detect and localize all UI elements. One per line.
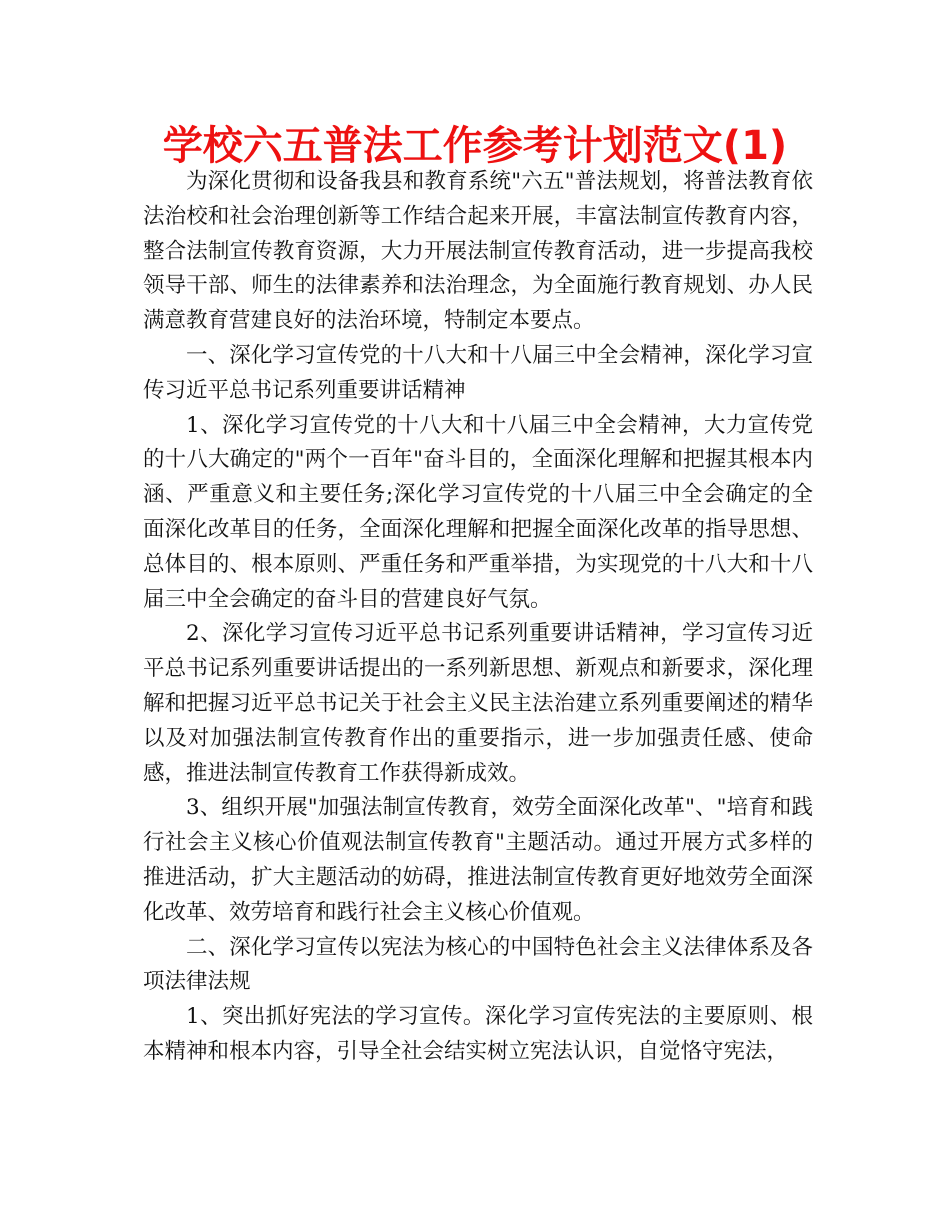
- paragraph-1-2: 2、深化学习宣传习近平总书记系列重要讲话精神，学习宣传习近平总书记系列重要讲话提出的一系列新思想、新观点和新要求，深化理解和把握习近平总书记关于社会主义民主法治建立系列重要阐述的精华以及对加强法制宣传教育作出的重要指示，进一步加强责任感、使命感，推进法制宣传教育工作获得新成效。: [143, 621, 813, 786]
- paragraph-1-3: 3、组织开展"加强法制宣传教育，效劳全面深化改革"、"培育和践行社会主义核心价值观法制宣传教育"主题活动。通过开展方式多样的推进活动，扩大主题活动的妨碍，推进法制宣传教育更好地效劳全面深化改革、效劳培育和践行社会主义核心价值观。: [143, 795, 813, 925]
- section-heading-2: 二、深化学习宣传以宪法为核心的中国特色社会主义法律体系及各项法律法规: [143, 934, 813, 995]
- paragraph-1-1: 1、深化学习宣传党的十八大和十八届三中全会精神，大力宣传党的十八大确定的"两个一百年"奋斗目的，全面深化理解和把握其根本内涵、严重意义和主要任务;深化学习宣传党的十八届三中全会确定的全面深化改革目的任务，全面深化理解和把握全面深化改革的指导思想、总体目的、根本原则、严重任务和严重举措，为实现党的十八大和十八届三中全会确定的奋斗目的营建良好气氛。: [143, 412, 813, 612]
- document-title: 学校六五普法工作参考计划范文(1): [162, 123, 788, 169]
- paragraph-2-1: 1、突出抓好宪法的学习宣传。深化学习宣传宪法的主要原则、根本精神和根本内容，引导全社会结实树立宪法认识，自觉恪守宪法，: [143, 1004, 813, 1064]
- document-body: [143, 165, 813, 1070]
- paragraph-intro: 为深化贯彻和设备我县和教育系统"六五"普法规划，将普法教育依法治校和社会治理创新等工作结合起来开展，丰富法制宣传教育内容，整合法制宣传教育资源，大力开展法制宣传教育活动，进一步提高我校领导干部、师生的法律素养和法治理念，为全面施行教育规划、办人民满意教育营建良好的法治环境，特制定本要点。: [143, 169, 813, 334]
- section-heading-1: 一、深化学习宣传党的十八大和十八届三中全会精神，深化学习宣传习近平总书记系列重要讲话精神: [143, 342, 813, 403]
